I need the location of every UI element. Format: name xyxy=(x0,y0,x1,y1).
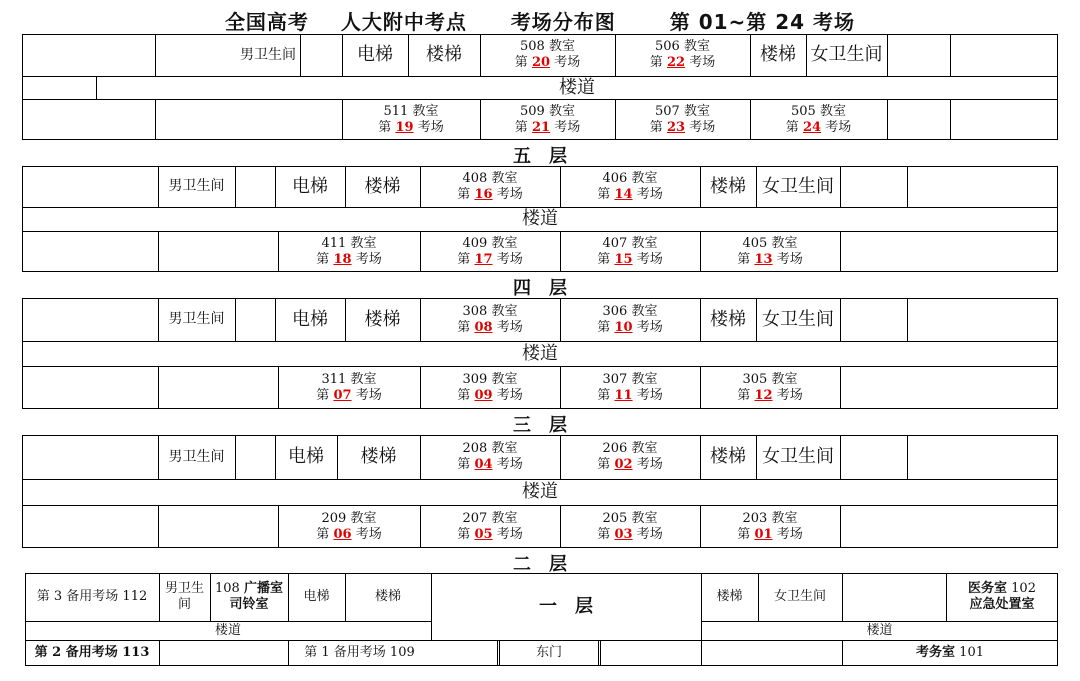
exam-number: 23 xyxy=(666,119,686,135)
exam-number: 05 xyxy=(474,526,493,542)
room-411: 411 教室 第 18 考场 xyxy=(316,235,382,267)
room-506: 506 教室 第 22 考场 xyxy=(649,39,716,70)
title-range: 第 01~第 24 考场 xyxy=(669,10,856,34)
room-206: 206 教室 第 02 考场 xyxy=(597,441,663,472)
room-407: 407 教室 第 15 考场 xyxy=(597,235,663,267)
floor-1-label: 一 层 xyxy=(539,595,593,617)
floor-3-label: 三 层 xyxy=(513,415,567,436)
room-205: 205 教室 第 03 考场 xyxy=(597,510,663,542)
exam-number: 12 xyxy=(754,387,773,403)
floor-1-male-wc: 男卫生 间 xyxy=(164,581,204,612)
floor-2-stairs-east: 楼梯 xyxy=(710,446,746,468)
floor-1-female-wc: 女卫生间 xyxy=(773,589,826,605)
floor-2-female-wc: 女卫生间 xyxy=(762,446,834,468)
title-exam: 全国高考 xyxy=(224,10,309,34)
exam-number: 06 xyxy=(333,526,352,542)
room-409: 409 教室 第 17 考场 xyxy=(457,235,523,267)
exam-number: 17 xyxy=(474,251,493,267)
floor-3-stairs-east: 楼梯 xyxy=(710,308,746,330)
floor-5-label: 五 层 xyxy=(513,146,567,167)
floor-1-corridor-east: 楼道 xyxy=(866,622,893,638)
exam-number: 03 xyxy=(614,526,633,542)
floor-5-corridor: 楼道 xyxy=(559,76,595,98)
exam-number: 16 xyxy=(474,186,493,202)
floor-4-female-wc: 女卫生间 xyxy=(762,175,834,197)
exam-number: 01 xyxy=(754,526,773,542)
room-208: 208 教室 第 04 考场 xyxy=(457,441,523,472)
floor-3-male-wc: 男卫生间 xyxy=(168,311,225,328)
exam-number: 24 xyxy=(802,119,822,135)
floor-4-male-wc: 男卫生间 xyxy=(168,178,225,195)
east-gate: 东门 xyxy=(535,645,562,661)
exam-office-101: 考务室 101 xyxy=(916,645,984,661)
room-203: 203 教室 第 01 考场 xyxy=(737,510,803,542)
spare-exam-room-2: 第 2 备用考场 113 xyxy=(34,645,150,661)
room-308: 308 教室 第 08 考场 xyxy=(457,303,523,335)
room-405: 405 教室 第 13 考场 xyxy=(737,235,803,267)
floor-4-label: 四 层 xyxy=(513,278,567,299)
floor-1-stairs: 楼梯 xyxy=(374,589,401,605)
floor-5-male-wc: 男卫生间 xyxy=(240,46,296,63)
floor-5-stairs: 楼梯 xyxy=(426,44,462,66)
exam-number: 08 xyxy=(474,319,493,335)
floor-3-corridor: 楼道 xyxy=(522,342,558,364)
room-406: 406 教室 第 14 考场 xyxy=(597,170,663,202)
exam-number: 15 xyxy=(614,251,633,267)
floor-2-corridor: 楼道 xyxy=(522,481,558,503)
floor-2-male-wc: 男卫生间 xyxy=(168,448,225,465)
room-305: 305 教室 第 12 考场 xyxy=(737,371,803,403)
exam-number: 21 xyxy=(531,119,551,135)
room-207: 207 教室 第 05 考场 xyxy=(457,510,523,542)
room-408: 408 教室 第 16 考场 xyxy=(457,170,523,202)
floor-5-female-wc: 女卫生间 xyxy=(810,44,883,66)
floor-4-corridor: 楼道 xyxy=(522,208,558,230)
room-209: 209 教室 第 06 考场 xyxy=(316,510,382,542)
floor-3-elevator: 电梯 xyxy=(292,308,328,330)
exam-number: 02 xyxy=(614,457,633,472)
room-309: 309 教室 第 09 考场 xyxy=(457,371,523,403)
room-505: 505 教室 第 24 考场 xyxy=(785,103,852,135)
exam-number: 14 xyxy=(614,186,633,202)
exam-number: 18 xyxy=(333,251,352,267)
page-title xyxy=(0,6,1080,32)
exam-number: 07 xyxy=(333,387,352,403)
floor-2-stairs: 楼梯 xyxy=(360,446,397,468)
exam-number: 04 xyxy=(474,457,493,472)
room-511: 511 教室 第 19 考场 xyxy=(378,103,444,135)
medical-room-102: 医务室 102 应急处置室 xyxy=(968,581,1036,612)
room-509: 509 教室 第 21 考场 xyxy=(514,103,581,135)
room-507: 507 教室 第 23 考场 xyxy=(649,103,716,135)
floor-3-stairs: 楼梯 xyxy=(364,308,401,330)
title-venue: 人大附中考点 xyxy=(340,10,467,34)
floor-2-elevator: 电梯 xyxy=(288,446,324,468)
room-306: 306 教室 第 10 考场 xyxy=(597,303,663,335)
floor-2-label: 二 层 xyxy=(513,554,567,575)
exam-number: 09 xyxy=(474,387,493,403)
room-311: 311 教室 第 07 考场 xyxy=(316,371,382,403)
floor-4-stairs: 楼梯 xyxy=(364,175,401,197)
exam-number: 10 xyxy=(614,319,633,335)
floor-4-elevator: 电梯 xyxy=(292,175,328,197)
floor-3-female-wc: 女卫生间 xyxy=(762,308,834,330)
spare-exam-room-3: 第 3 备用考场 112 xyxy=(36,589,148,605)
exam-number: 11 xyxy=(614,387,633,403)
floor-5-elevator: 电梯 xyxy=(357,44,393,66)
exam-number: 19 xyxy=(395,119,414,135)
title-map: 考场分布图 xyxy=(510,10,616,34)
exam-number: 13 xyxy=(754,251,773,267)
floor-1-corridor-west: 楼道 xyxy=(214,622,241,638)
floor-4-stairs-east: 楼梯 xyxy=(710,175,746,197)
broadcast-room-108: 108 广播室 司铃室 xyxy=(215,581,283,612)
exam-number: 22 xyxy=(666,55,686,70)
floor-1-elevator: 电梯 xyxy=(303,589,330,605)
room-508: 508 教室 第 20 考场 xyxy=(514,39,581,70)
spare-exam-room-1: 第 1 备用考场 109 xyxy=(304,645,415,661)
room-307: 307 教室 第 11 考场 xyxy=(597,371,663,403)
floor-1-stairs-east: 楼梯 xyxy=(716,589,743,605)
floor-5-stairs-east: 楼梯 xyxy=(760,44,796,66)
exam-number: 20 xyxy=(531,55,551,70)
